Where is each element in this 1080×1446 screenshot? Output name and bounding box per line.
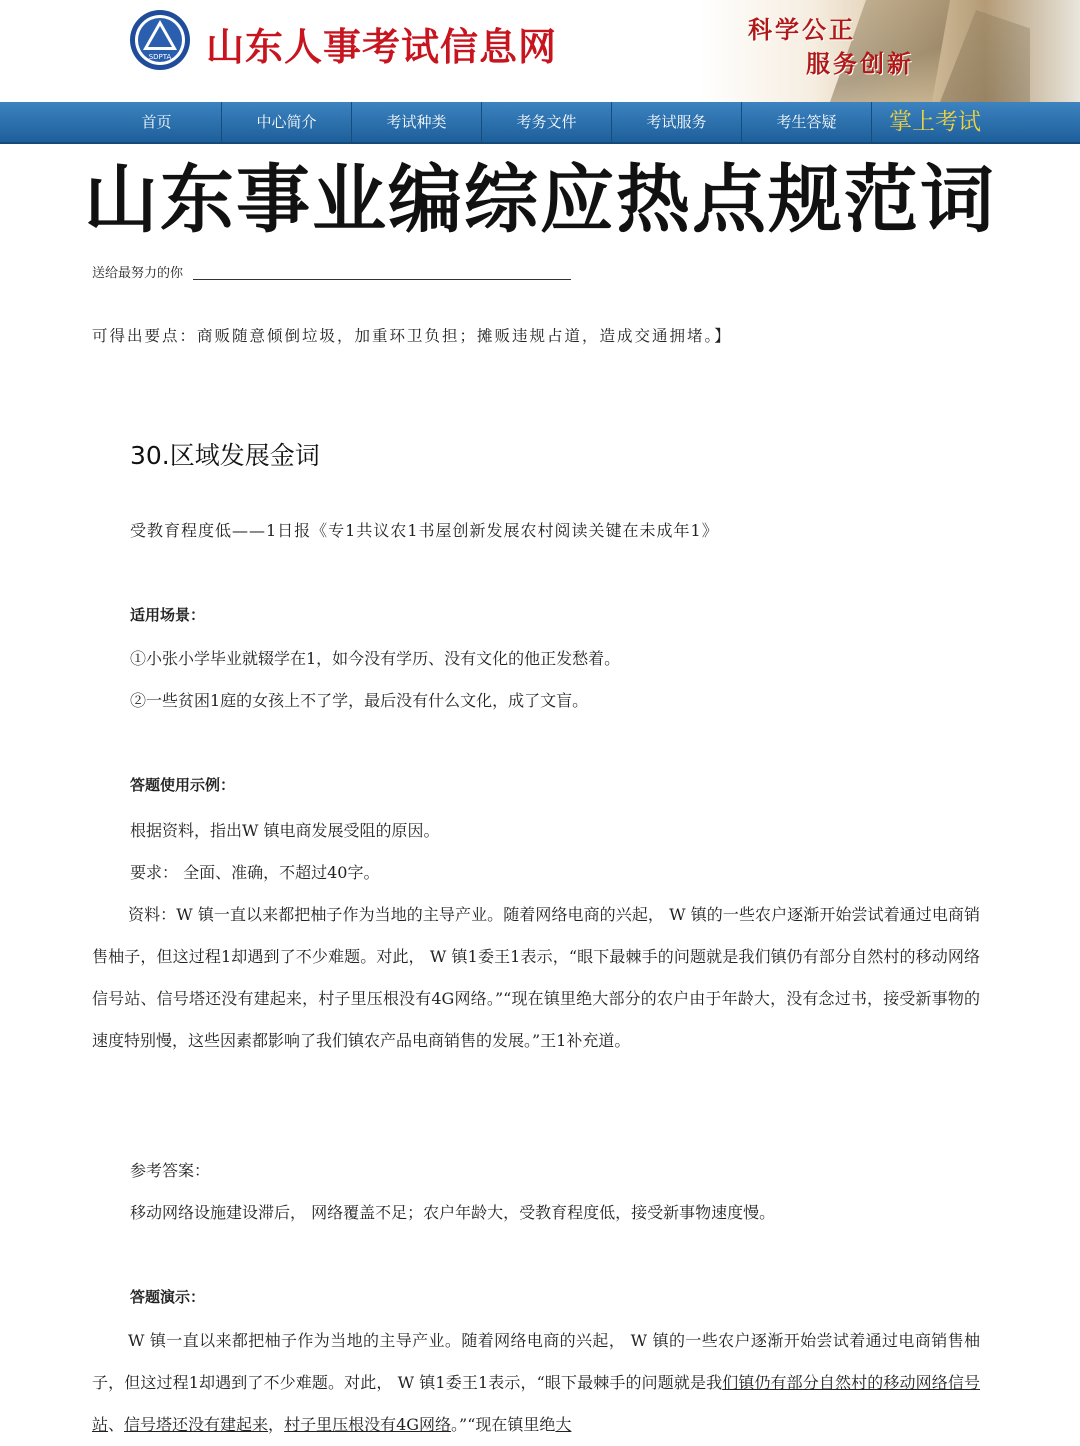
nav-item-exam-types[interactable]: 考试种类 <box>352 102 482 142</box>
slogan-line-2: 服务创新 <box>806 49 914 78</box>
demo-highlight: 信号塔还没有建起来 <box>124 1415 269 1434</box>
site-header <box>0 0 1080 102</box>
example-label: 答题使用示例： <box>130 776 236 794</box>
demo-text-tail: 。”“现在镇里绝 <box>451 1415 556 1434</box>
nav-item-mobile-exam[interactable]: 掌上考试 <box>889 109 981 135</box>
nav-item-home[interactable]: 首页 <box>92 102 222 142</box>
main-nav <box>0 102 1080 144</box>
demo-highlight: 村子里压根没有4G网络 <box>284 1415 452 1434</box>
nav-item-faq[interactable]: 考生答疑 <box>742 102 872 142</box>
demo-label: 答题演示： <box>130 1288 206 1306</box>
source-line: 受教育程度低——1日报《专1共议农1书屋创新发展农村阅读关键在未成年1》 <box>130 521 719 540</box>
sdpta-logo-icon[interactable] <box>128 8 192 72</box>
section-title: 30.区域发展金词 <box>130 441 320 470</box>
site-title[interactable]: 山东人事考试信息网 <box>206 25 558 69</box>
overlay-title: 山东事业编综应热点规范词 <box>84 157 996 243</box>
requirement-text: 要求： 全面、准确，不超过40字。 <box>130 863 380 882</box>
dedication: 送给最努力的你 <box>92 266 184 281</box>
answer-text: 移动网络设施建设滞后， 网络覆盖不足；农户年龄大，受教育程度低，接受新事物速度慢。 <box>130 1203 776 1222</box>
question-text: 根据资料，指出W 镇电商发展受阻的原因。 <box>130 821 440 840</box>
slogan-line-1: 科学公正 <box>748 15 856 44</box>
demo-separator: 、 <box>108 1415 125 1434</box>
scenario-item: ①小张小学毕业就辍学在1，如今没有学历、没有文化的他正发愁着。 <box>130 649 621 668</box>
scenarios-label: 适用场景： <box>130 606 206 624</box>
nav-item-services[interactable]: 考试服务 <box>612 102 742 142</box>
logo-text: SDPTA <box>148 53 172 61</box>
demo-separator: ， <box>268 1415 285 1434</box>
demo-paragraph <box>92 1320 980 1446</box>
nav-item-documents[interactable]: 考务文件 <box>482 102 612 142</box>
answer-label: 参考答案： <box>130 1161 211 1180</box>
demo-text: W 镇一直以来都把柚子作为当地的主导产业。随着网络电商的兴起， W 镇的一些农户逐渐开始尝试着通过电商销售柚子，但这过程1却遇到了不少难题。对此， W 镇1委王1表示，“眼下最棘手的问题就是我 <box>92 1331 980 1392</box>
material-paragraph: 资料：W 镇一直以来都把柚子作为当地的主导产业。随着网络电商的兴起， W 镇的一些农户逐渐开始尝试着通过电商销售柚子，但这过程1却遇到了不少难题。对此， W 镇1委王1表示，“眼下最棘手的问题就是我们镇仍有部分自然村的移动网络信号站、信号塔还没有建起来，村子里压根没有4G网络。”“现在镇里绝大部分的农户由于年龄大，没有念过书，接受新事物的速度特别慢，这些因素都影响了我们镇农产品电商销售的发展。”王1补充道。 <box>92 905 980 1050</box>
nav-item-about[interactable]: 中心简介 <box>222 102 352 142</box>
summary-text: 可得出要点：商贩随意倾倒垃圾，加重环卫负担；摊贩违规占道，造成交通拥堵。】 <box>92 327 732 345</box>
demo-highlight: 们镇仍有部分自然村的移动网络信号站 <box>92 1373 980 1434</box>
dedication-underline <box>193 279 571 280</box>
scenario-item: ②一些贫困1庭的女孩上不了学，最后没有什么文化，成了文盲。 <box>130 691 589 710</box>
demo-highlight: 大 <box>555 1415 572 1434</box>
